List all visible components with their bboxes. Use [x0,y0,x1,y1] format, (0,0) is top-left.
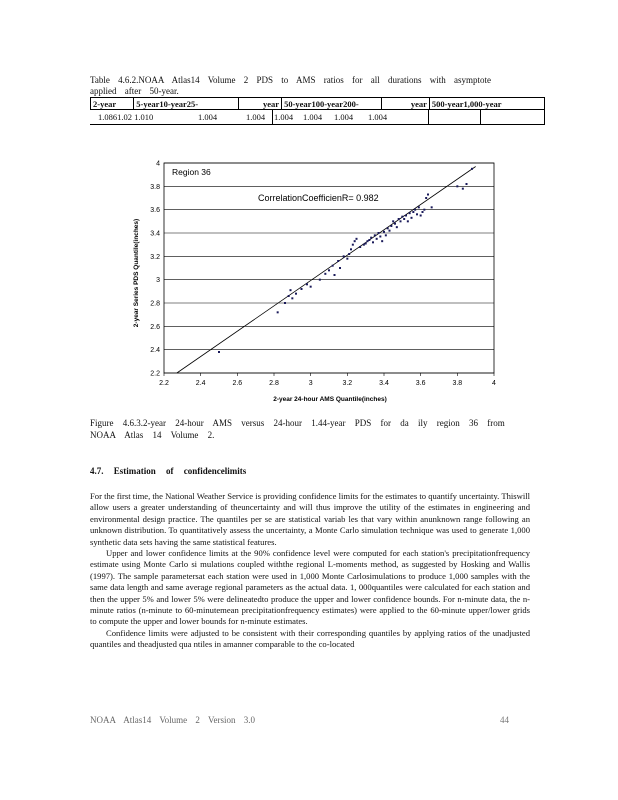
paragraph: Confidence limits were adjusted to be consistent with their corresponding quantiles by applying ratios of the unadjusted quantiles and theadjusted qua ntiles in amanner comparable to the co-located [90,627,530,650]
x-tick-label: 4 [492,380,496,387]
data-point [350,248,352,250]
table-value: 1.004 [368,112,388,122]
section-heading: 4.7. Estimation of confidencelimits [90,466,247,476]
table-divider [480,110,481,124]
table-header-cell: year [238,98,281,110]
data-point [425,197,427,199]
data-point [409,212,411,214]
table-value: 1.004 [246,112,266,122]
data-point [398,218,400,220]
y-tick-label: 2.4 [150,347,160,355]
data-point [385,234,387,236]
data-point [339,267,341,269]
data-point [462,188,464,190]
data-point [394,223,396,225]
table-header-cell: 50-year100-year200- [282,98,382,110]
data-point [403,218,405,220]
y-tick-label: 2.2 [150,370,160,378]
data-point [389,230,391,232]
table-value: 1.004 [198,112,218,122]
data-point [301,288,303,290]
data-point [328,269,330,271]
data-point [354,240,356,242]
table-value: 1.004 [334,112,354,122]
y-tick-label: 2.6 [150,323,160,331]
data-point [324,273,326,275]
y-axis-label: 2-year Series PDS Quantile(inches) [133,218,140,328]
data-point [420,215,422,217]
data-point [379,236,381,238]
page-number: 44 [500,715,509,725]
table-values-row [90,112,545,125]
data-point [288,295,290,297]
table-value: 1.004 [274,112,294,122]
data-point [332,265,334,267]
x-tick-label: 3.6 [415,380,426,387]
table-header-cell: year [382,98,430,110]
table-header-cell: 500-year1,000-year [429,98,544,110]
chart-title: Region 36 [172,167,211,177]
data-point [423,209,425,211]
data-point [284,302,286,304]
table-value: 1.004 [303,112,323,122]
y-tick-label: 3 [156,277,160,285]
data-point [346,258,348,260]
data-point [401,216,403,218]
data-point [352,244,354,246]
x-tick-label: 2.4 [195,380,206,387]
y-tick-label: 3.6 [150,207,160,215]
table-divider [272,110,273,124]
x-tick-label: 3.8 [452,380,463,387]
data-point [471,168,473,170]
data-point [291,297,293,299]
data-point [310,286,312,288]
table-value: 1.0861.02 1.010 [98,112,154,122]
table-divider [544,110,545,124]
data-point [412,211,414,213]
data-point [365,243,367,245]
paragraph: Upper and lower confidence limits at the 90% confidence level were computed for each station's precipitationfrequency estimate using Monte Carlo si mulations coupled withthe regional L-moments method, as suggested by Hosking and Wallis (1997). The sample parametersat each station were used in 1,000 Monte Carlosimulations to produce 1,000 samples with the same data length and same average regional parameters as the actual data. 1, 000quantiles were calculated for each station and then the upper 5% and lower 5% were delineatedto produce the upper and lower confidence bounds. For n-minute data, the n-minute ratios (n-minute to 60-minutemean precipitationfrequency estimates) were applied to the 60-minute upper/lower grids to compute the upper and lower bounds for n-minute estimates. [90,548,530,627]
data-point [422,211,424,213]
data-point [295,293,297,295]
data-point [466,183,468,185]
data-point [411,217,413,219]
data-point [306,283,308,285]
data-point [405,215,407,217]
scatter-chart [130,155,510,405]
figure-caption: Figure 4.6.3.2-year 24-hour AMS versus 24-hour 1.44-year PDS for da ily region 36 from NOAA Atlas 14 Volume 2. [90,418,505,440]
data-point [418,206,420,208]
data-point [374,234,376,236]
paragraph: For the first time, the National Weather Service is providing confidence limits for the estimates to quantify uncertainty. Thiswill allow users a greater understanding of theuncertainty and will thus improve the utility of the estimates in engineering and environmental design practice. The quantiles per se are statistical variab les that vary within anunknown range following an unknown distribution. To quantitatively assess the uncertainty, a Monte Carlo simulation technique was used to generate 1,000 synthetic data sets having the same statistical features. [90,491,530,547]
data-point [390,225,392,227]
x-axis-label: 2-year 24-hour AMS Quantile(inches) [273,396,387,403]
ratio-table [90,97,545,110]
data-point [416,213,418,215]
data-point [277,311,279,313]
body-text [90,491,530,651]
data-point [363,244,365,246]
data-point [343,255,345,257]
x-tick-label: 2.6 [232,380,243,387]
data-point [367,240,369,242]
y-tick-label: 3.4 [150,230,160,238]
data-point [381,240,383,242]
table-header-cell: 2-year [91,98,134,110]
x-tick-label: 2.2 [159,380,169,387]
x-tick-label: 3 [308,380,313,387]
y-tick-label: 2.8 [150,300,160,308]
data-point [383,231,385,233]
data-point [359,246,361,248]
x-tick-label: 2.8 [269,380,279,387]
data-point [376,238,378,240]
y-tick-label: 3.8 [150,183,160,191]
data-point [407,220,409,222]
data-point [372,241,374,243]
data-point [218,351,220,353]
data-point [348,253,350,255]
data-point [290,289,292,291]
x-tick-label: 3.4 [379,380,389,387]
data-point [370,237,372,239]
data-point [396,226,398,228]
x-tick-label: 3.2 [342,380,353,387]
data-point [387,227,389,229]
data-point [392,220,394,222]
y-tick-label: 3.2 [150,253,160,261]
data-point [319,279,321,281]
data-point [337,260,339,262]
table-header-row [91,98,545,110]
table-divider [428,110,429,124]
footer-text: NOAA Atlas14 Volume 2 Version 3.0 [90,715,256,725]
data-point [400,220,402,222]
data-point [427,194,429,196]
table-header-cell: 5-year10-year25- [134,98,239,110]
data-point [456,185,458,187]
chart-annotation: CorrelationCoefficienR= 0.982 [258,193,379,203]
data-point [431,206,433,208]
table-caption: Table 4.6.2.NOAA Atlas14 Volume 2 PDS to AMS ratios for all durations with asymptote applied after 50-year. [90,75,492,96]
y-tick-label: 4 [156,160,160,168]
data-point [356,238,358,240]
data-point [334,274,336,276]
data-point [414,209,416,211]
data-point [378,232,380,234]
data-point [368,239,370,241]
